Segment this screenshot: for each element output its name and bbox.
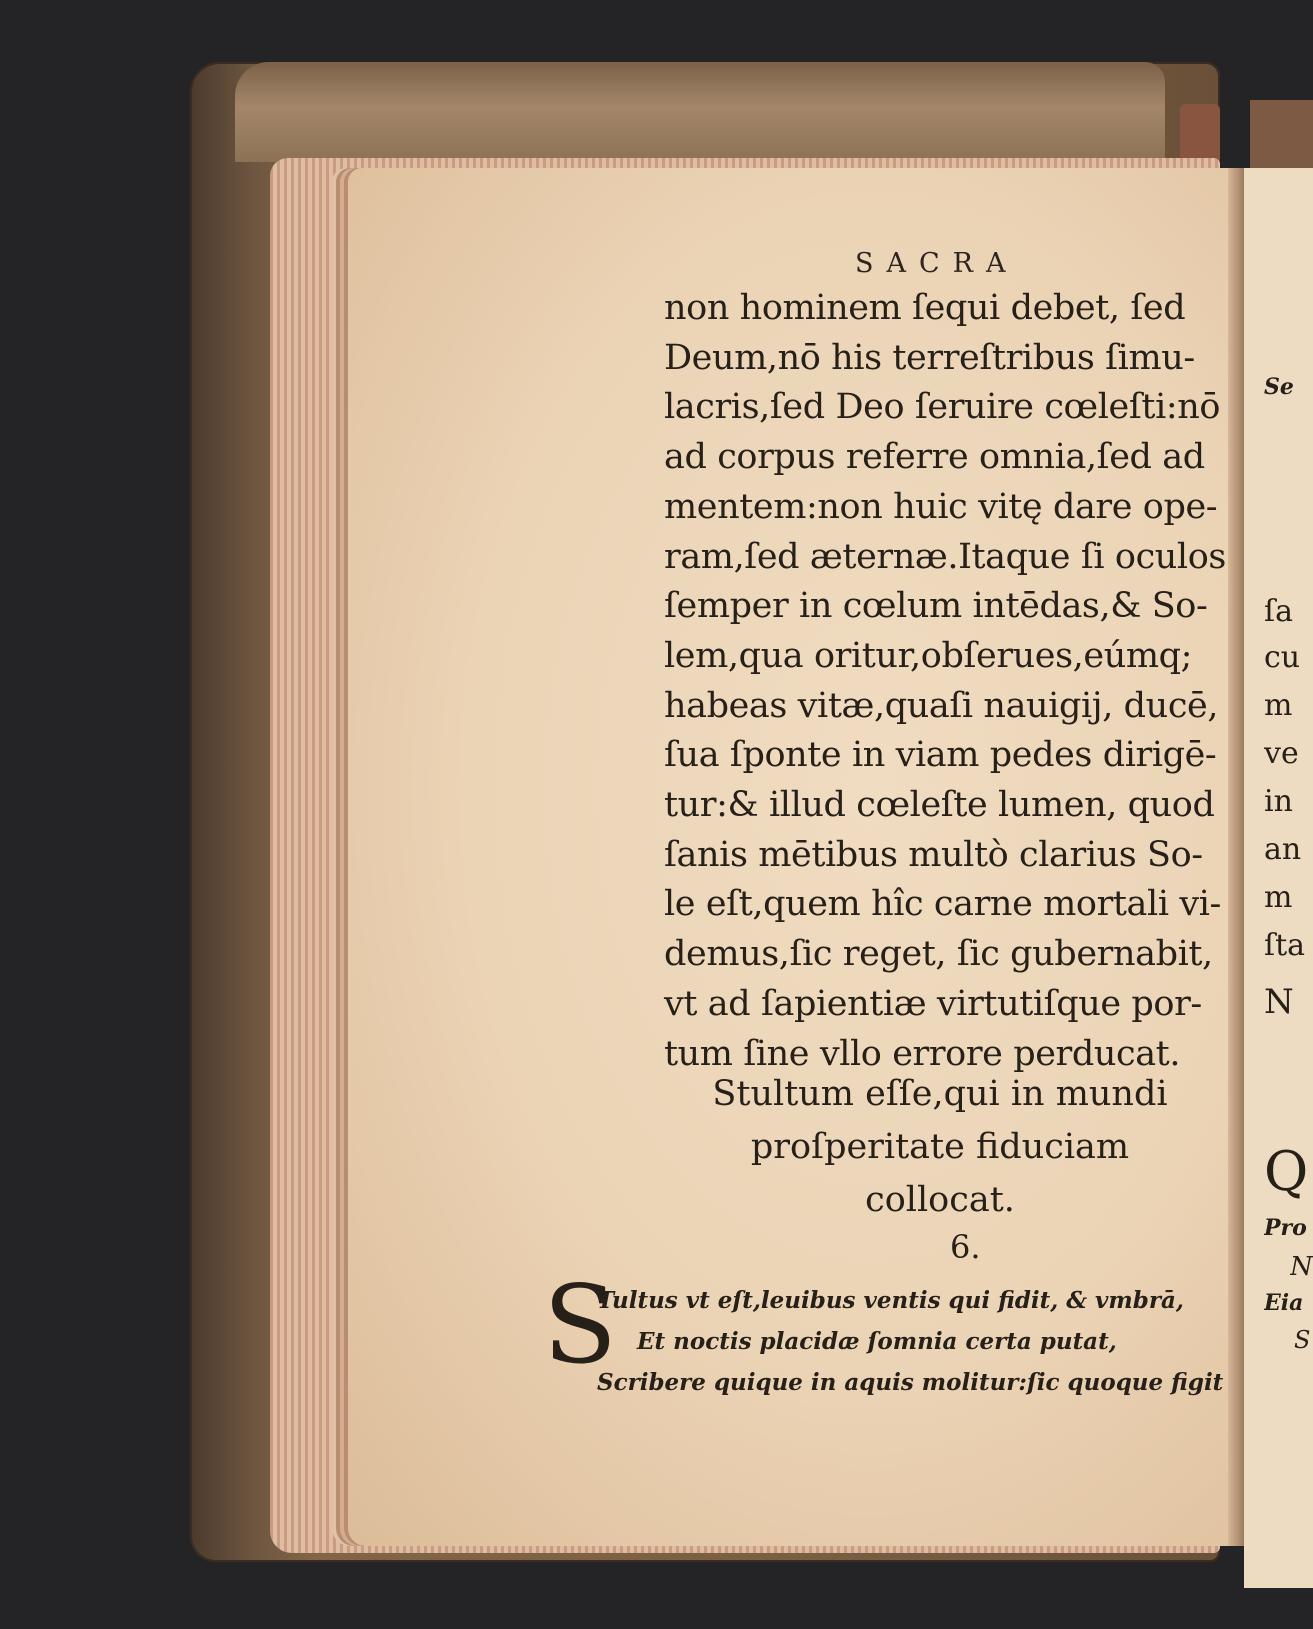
poem xyxy=(597,1280,1227,1403)
facing-page-fragment: N xyxy=(1264,982,1294,1022)
facing-page-fragment: Q xyxy=(1264,1140,1309,1203)
heading-line: Stultum eſſe,qui in mundi xyxy=(712,1074,1168,1114)
text-line: tur:& illud cœleſte lumen, quod xyxy=(664,785,1215,826)
facing-page-fragment: N xyxy=(1290,1252,1313,1282)
text-line: ram,ſed æternæ.Itaque ſi oculos xyxy=(664,536,1226,577)
poem-line: Et noctis placidæ ſomnia certa putat, xyxy=(637,1328,1117,1355)
facing-page-fragment: ſa xyxy=(1264,594,1293,629)
section-heading xyxy=(660,1068,1220,1227)
facing-page-fragment: Pro xyxy=(1264,1215,1307,1241)
text-line: demus,ſic reget, ſic gubernabit, xyxy=(664,934,1213,975)
facing-cover-strip xyxy=(1250,100,1313,170)
text-line: vt ad ſapientiæ virtutiſque por- xyxy=(664,983,1202,1024)
text-line: le eſt,quem hîc carne mortali vi- xyxy=(664,884,1221,925)
text-line: habeas vitæ,quaſi nauigij, ducē, xyxy=(664,685,1219,726)
book-clasp-tab xyxy=(1180,104,1220,164)
facing-page-fragment: ſta xyxy=(1264,928,1306,963)
text-line: lem,qua oritur,obſerues,eúmq; xyxy=(664,635,1193,676)
facing-page-fragment: an xyxy=(1264,832,1302,867)
body-text xyxy=(664,284,1224,1079)
poem-line: Tultus vt eſt,leuibus ventis qui fidit, & vmbrā, xyxy=(597,1287,1184,1314)
text-line: tum ſine vllo errore perducat. xyxy=(664,1033,1181,1074)
book-cover-top-edge xyxy=(235,62,1165,162)
running-header: SACRA xyxy=(855,248,1019,279)
text-line: non hominem ſequi debet, ſed xyxy=(664,288,1186,328)
text-line: ſemper in cœlum intēdas,& So- xyxy=(664,586,1208,627)
drop-cap: S xyxy=(543,1263,617,1388)
facing-page-fragment: in xyxy=(1264,784,1293,819)
facing-page-fragment: cu xyxy=(1264,640,1301,675)
facing-page-fragment: ve xyxy=(1264,736,1299,771)
text-line: mentem:non huic vitę dare ope- xyxy=(664,486,1218,527)
facing-page-fragment: m xyxy=(1264,880,1293,915)
book-gutter xyxy=(1228,168,1244,1546)
facing-page-fragment: S xyxy=(1294,1326,1311,1354)
text-line: ſanis mētibus multò clarius So- xyxy=(664,834,1203,875)
poem-line: Scribere quique in aquis molitur:ſic quoque figit xyxy=(597,1369,1224,1396)
poem-number: 6. xyxy=(950,1228,981,1266)
heading-line: collocat. xyxy=(865,1180,1015,1220)
text-line: Deum,nō his terreſtribus ſimu- xyxy=(664,337,1195,378)
text-line: ſua ſponte in viam pedes dirigē- xyxy=(664,735,1217,776)
facing-page-fragment: m xyxy=(1264,688,1293,723)
facing-page-fragment: Eia xyxy=(1264,1290,1304,1316)
text-line: lacris,ſed Deo ſeruire cœleſti:nō xyxy=(664,387,1221,428)
heading-line: proſperitate fiduciam xyxy=(750,1127,1130,1167)
text-line: ad corpus referre omnia,ſed ad xyxy=(664,437,1205,478)
facing-page-fragment: Se xyxy=(1264,374,1294,400)
